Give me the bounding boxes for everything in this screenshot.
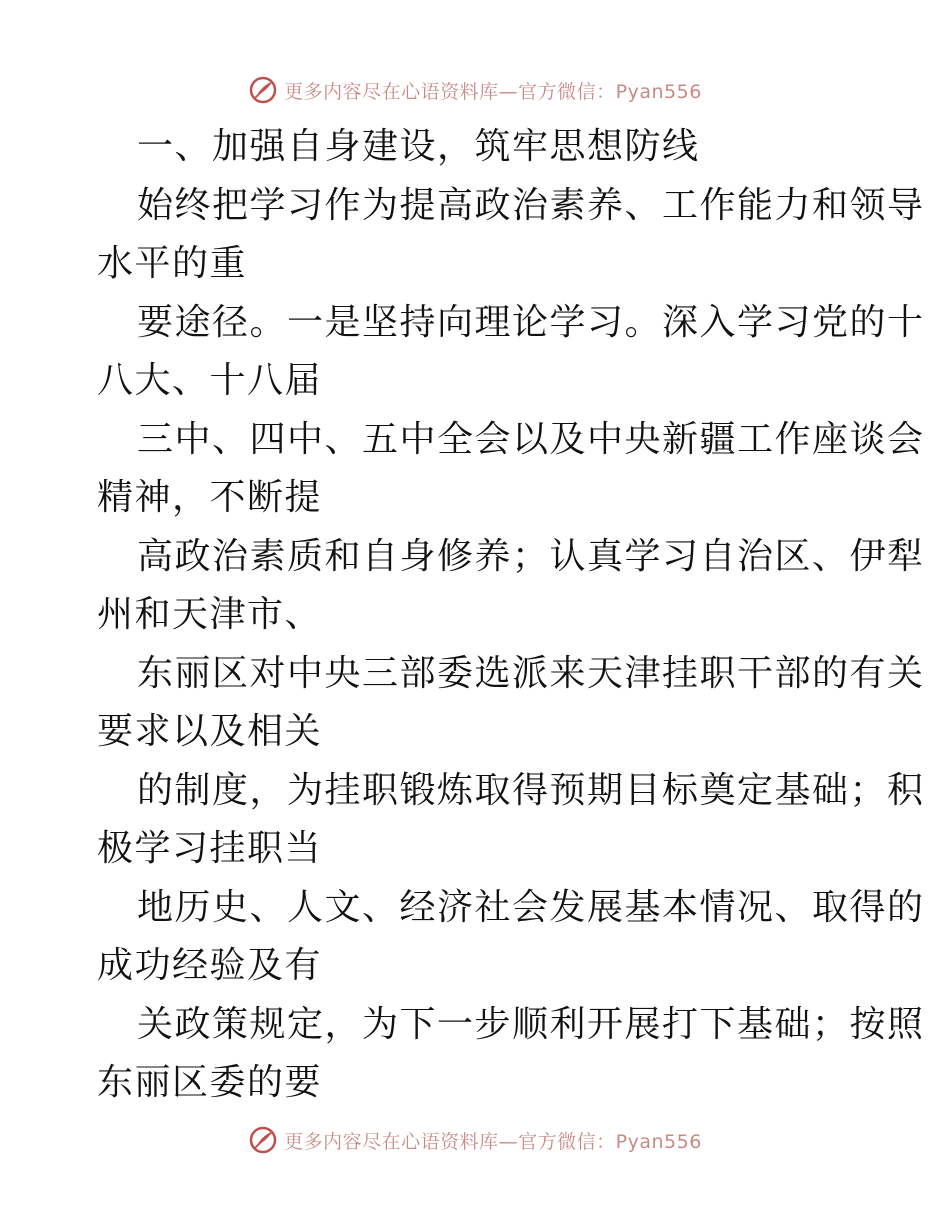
text-line: 高政治素质和自身修养；认真学习自治区、伊犁	[137, 535, 925, 577]
feather-logo-icon	[248, 75, 278, 105]
text-line: 一、加强自身建设，筑牢思想防线	[137, 126, 700, 167]
text-line: 东丽区对中央三部委选派来天津挂职干部的有关	[137, 652, 925, 694]
text-line: 八大、十八届	[97, 360, 323, 401]
watermark-text: 更多内容尽在心语资料库—官方微信：Pyan556	[284, 1130, 702, 1153]
text-line: 东丽区委的要	[97, 1062, 323, 1103]
text-line: 地历史、人文、经济社会发展基本情况、取得的	[137, 886, 925, 928]
text-line: 州和天津市、	[97, 594, 323, 635]
text-line: 关政策规定，为下一步顺利开展打下基础；按照	[137, 1003, 925, 1045]
header-watermark	[0, 70, 950, 110]
text-line: 要途径。一是坚持向理论学习。深入学习党的十	[137, 301, 925, 343]
text-line: 精神，不断提	[97, 477, 323, 518]
document-body	[97, 118, 925, 1113]
text-line: 三中、四中、五中全会以及中央新疆工作座谈会	[137, 418, 925, 460]
text-line: 水平的重	[97, 243, 248, 284]
text-line: 的制度，为挂职锻炼取得预期目标奠定基础；积	[137, 769, 925, 811]
watermark-text: 更多内容尽在心语资料库—官方微信：Pyan556	[284, 80, 702, 103]
footer-watermark	[0, 1120, 950, 1160]
text-line: 极学习挂职当	[97, 828, 323, 869]
text-line: 始终把学习作为提高政治素养、工作能力和领导	[137, 184, 925, 226]
text-line: 成功经验及有	[97, 945, 323, 986]
feather-logo-icon	[248, 1125, 278, 1155]
text-line: 要求以及相关	[97, 711, 323, 752]
